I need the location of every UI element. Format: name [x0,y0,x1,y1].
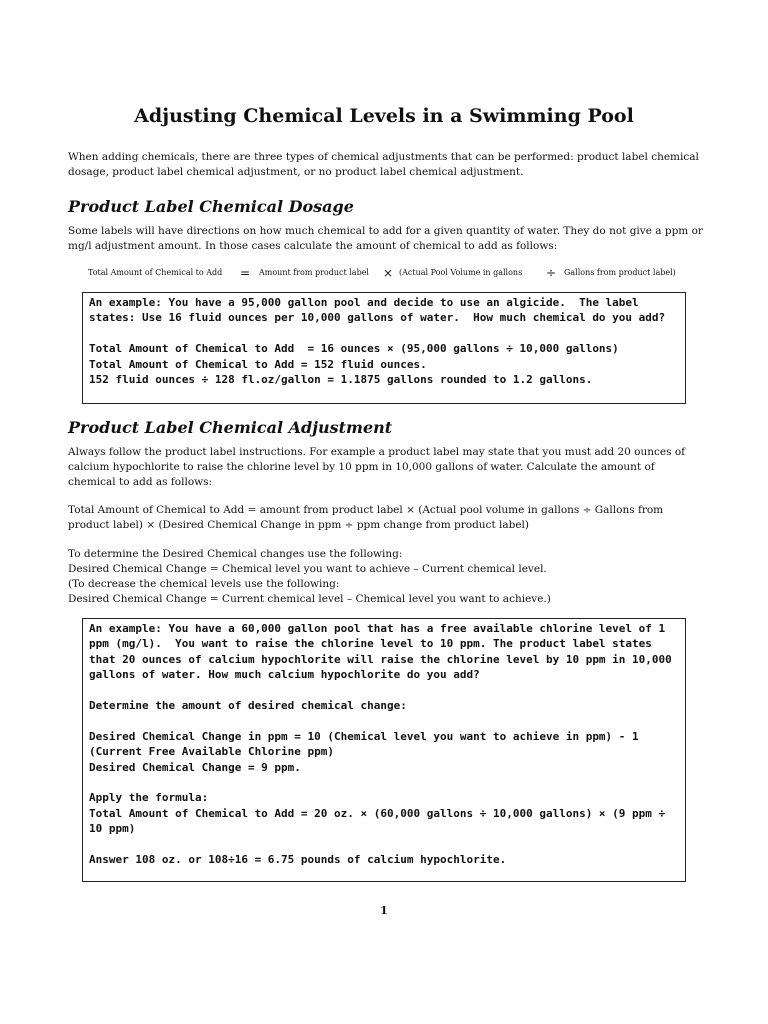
example-question: An example: You have a 95,000 gallon pool and decide to use an algicide. The label states: Use 16 fluid ounces per 10,000 gallons of water. How much chemical do you add? [89,296,666,325]
example-calc-line: Total Amount of Chemical to Add = 16 ounces × (95,000 gallons ÷ 10,000 gallons) [89,342,619,356]
example-step: Apply the formula: [89,791,209,805]
example-step: Desired Chemical Change in ppm = 10 (Chemical level you want to achieve in ppm) - 1 (Current Free Available Chlorine ppm) [89,729,646,759]
example-calc-line: Total Amount of Chemical to Add = 152 fluid ounces. [89,357,427,371]
page-title: Adjusting Chemical Levels in a Swimming Pool [134,105,634,127]
adjustment-formula: Total Amount of Chemical to Add = amount from product label × (Actual pool volume in gallons ÷ Gallons from product label) × (Desired Chemical Change in ppm ÷ ppm change from product label) [68,504,664,531]
example-question: An example: You have a 60,000 gallon pool that has a free available chlorine level of 1 ppm (mg/l). You want to raise the chlorine level to 10 ppm. The product label states that 20 ounces of calcium hypochlorite will raise the chlorine level by 10 ppm in 10,000 gallons of water. How much calcium hypochlorite do you add? [89,622,679,682]
formula-equals: = [240,266,251,280]
formula-divide: ÷ [546,266,557,280]
desired-change-line: Desired Chemical Change = Current chemical level – Chemical level you want to achieve.) [68,593,551,605]
dosage-paragraph: Some labels will have directions on how much chemical to add for a given quantity of water. They do not give a ppm or mg/l adjustment amount. In those cases calculate the amount of chemical to add as follows: [68,225,703,252]
adjustment-paragraph: Always follow the product label instructions. For example a product label may state that you must add 20 ounces of calcium hypochlorite to raise the chlorine level by 10 ppm in 10,000 gallons of water. Calculate the amount of chemical to add as follows: [68,446,686,488]
formula-term-pool-volume: (Actual Pool Volume in gallons [399,268,523,277]
dosage-formula [88,266,698,282]
section-heading-adjustment: Product Label Chemical Adjustment [68,418,393,437]
example-box-adjustment [82,618,686,882]
section-heading-dosage: Product Label Chemical Dosage [68,197,354,216]
desired-change-line: To determine the Desired Chemical changes use the following: [68,548,403,560]
example-step: Desired Chemical Change = 9 ppm. [89,760,301,774]
formula-term-label-gallons: Gallons from product label) [564,268,676,277]
formula-times: × [383,266,394,280]
example-step: Determine the amount of desired chemical change: [89,699,407,713]
desired-change-block [68,547,704,607]
example-box-dosage [82,292,686,404]
formula-term-label-amount: Amount from product label [259,268,369,277]
formula-term-total: Total Amount of Chemical to Add [88,268,223,277]
page-number: 1 [380,904,388,917]
desired-change-line: (To decrease the chemical levels use the following: [68,578,340,590]
desired-change-line: Desired Chemical Change = Chemical level you want to achieve – Current chemical level. [68,563,547,575]
example-calc-line: 152 fluid ounces ÷ 128 fl.oz/gallon = 1.1875 gallons rounded to 1.2 gallons. [89,373,593,387]
example-step: Total Amount of Chemical to Add = 20 oz. × (60,000 gallons ÷ 10,000 gallons) × (9 ppm ÷ 10 ppm) [89,806,672,836]
example-answer: Answer 108 oz. or 108÷16 = 6.75 pounds of calcium hypochlorite. [89,853,507,867]
intro-paragraph: When adding chemicals, there are three types of chemical adjustments that can be performed: product label chemical dosage, product label chemical adjustment, or no product label chemical adjustment. [68,151,699,178]
